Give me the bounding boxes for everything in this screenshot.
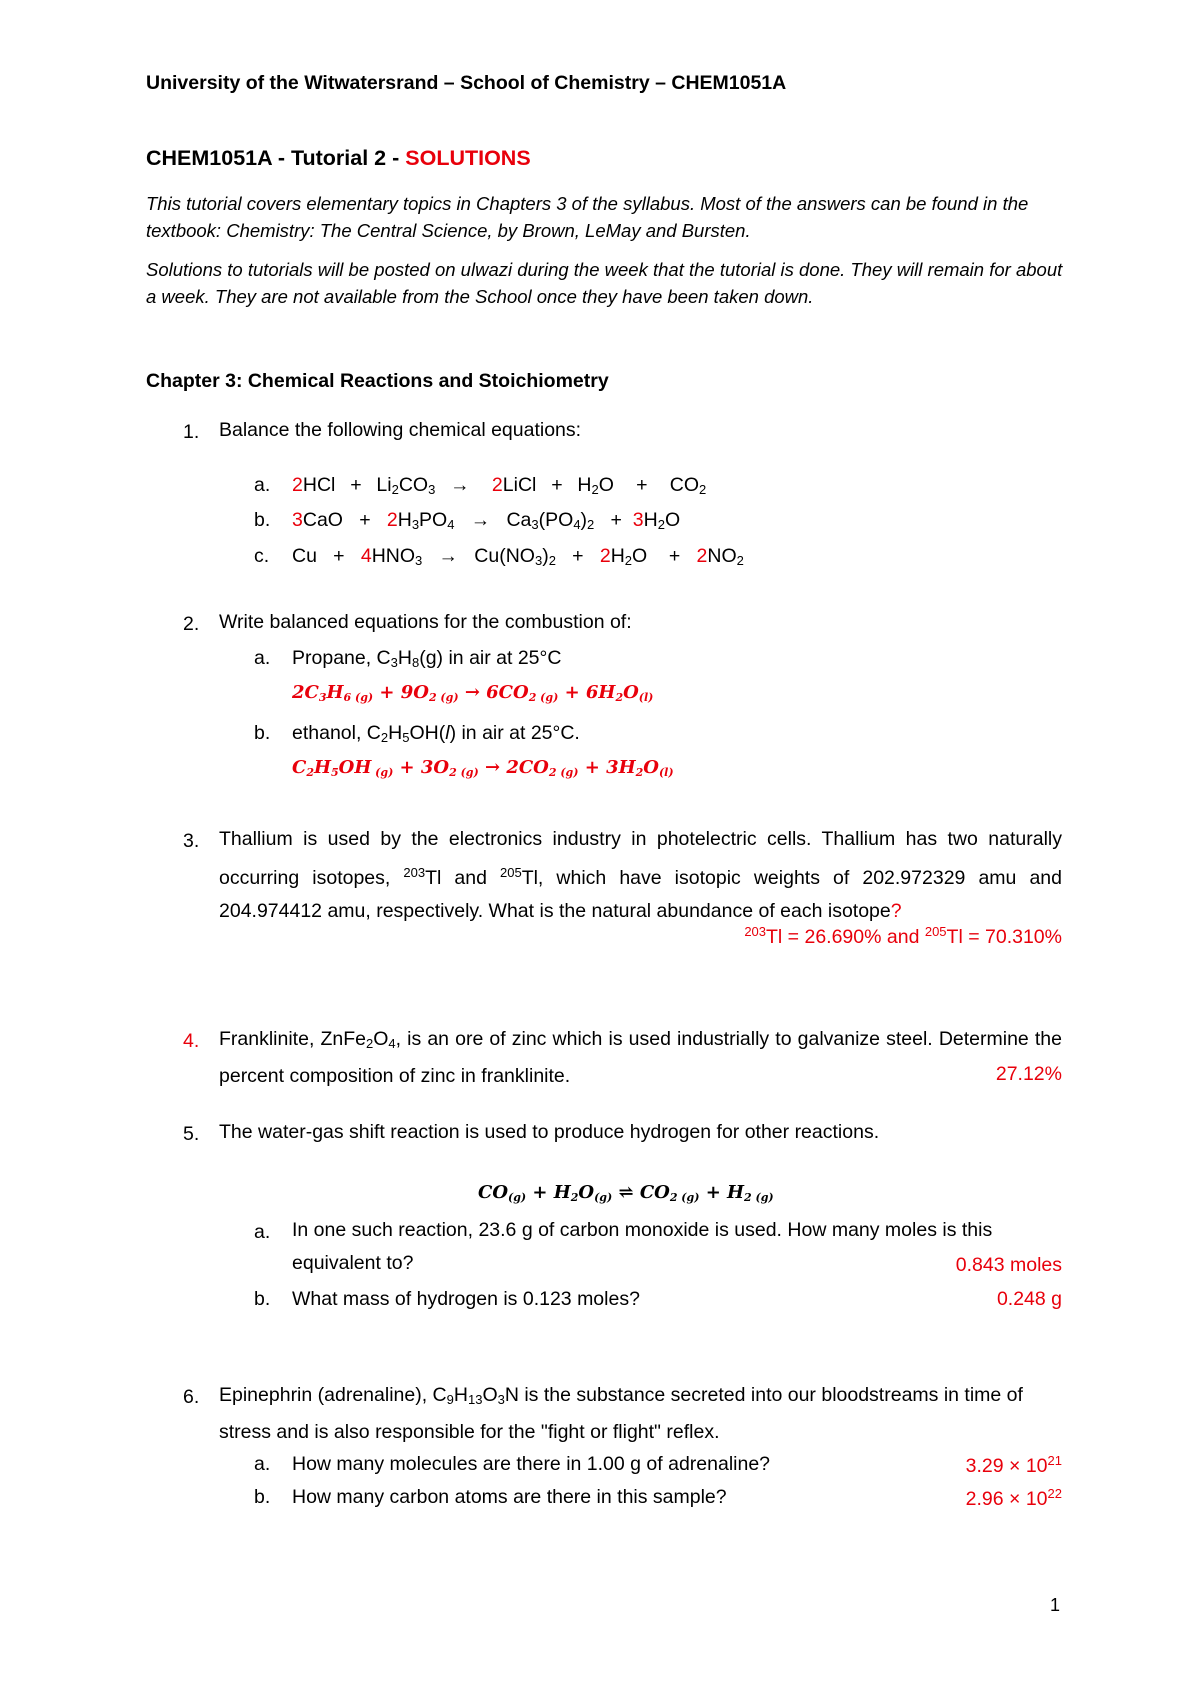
- question-4-text: Franklinite, $ZnFe_2O_4$, is an ore of zinc which is used industrially to galvanize steel. Determine the percent composition of zinc in franklinite.: [219, 1028, 1062, 1087]
- q6-b-text: How many carbon atoms are there in this sample?: [292, 1486, 727, 1508]
- page-number: 1: [1049, 1595, 1060, 1615]
- question-2-text: Write balanced equations for the combustion of:: [219, 611, 632, 633]
- q2-letter-a: a.: [254, 647, 271, 669]
- question-2-number: 2.: [183, 613, 200, 635]
- question-1-number: 1.: [183, 421, 200, 443]
- title-main: CHEM1051A - Tutorial 2 -: [146, 146, 406, 170]
- q1-letter-a: a.: [254, 474, 271, 496]
- q1-equation-c: $Cu + 4HNO_3 \to Cu(NO_3)_2 + 2H_2O$ + $2NO_2$: [292, 545, 744, 568]
- question-3-text: Thallium is used by the electronics industry in photelectric cells. Thallium has two naturally occurring isotopes, $^{203}$Tl and $^{205}$Tl, which have isotopic weights of 202.972329 amu and 204.974412 amu, respectively. What is the natural abundance of each isotope?: [219, 828, 1062, 922]
- q6-letter-b: b.: [254, 1486, 271, 1508]
- q2-a-equation: $2C_3H_{6 (g)} + 9O_{2 (g)} \to 6CO_{2 (g)} + 6H_2O_{(l)}$: [292, 682, 654, 704]
- q6-b-answer: $2.96 \times 10^{22}$: [965, 1486, 1062, 1510]
- q1-equation-a: $2HCl + Li_2CO_3$ → 2LiCl + $H_2O + CO_2$: [292, 474, 707, 497]
- question-5-number: 5.: [183, 1123, 200, 1145]
- q5-b-answer: 0.248 g: [996, 1288, 1062, 1310]
- intro-paragraph-1: This tutorial covers elementary topics in Chapters 3 of the syllabus. Most of the answers can be found in the textbook: Chemistry: The Central Science, by Brown, LeMay and Bursten.: [146, 193, 1029, 241]
- q5-b-text: What mass of hydrogen is 0.123 moles?: [292, 1288, 640, 1310]
- question-4-answer: 27.12%: [995, 1063, 1062, 1085]
- page-title: [146, 146, 531, 171]
- q5-a-text: In one such reaction, 23.6 g of carbon monoxide is used. How many moles is this equivalent to?: [292, 1219, 993, 1274]
- question-3-answer: $^{203}$Tl = 26.690% and $^{205}$Tl = 70.310%: [744, 924, 1062, 948]
- question-6-number: 6.: [183, 1386, 200, 1408]
- q6-letter-a: a.: [254, 1453, 271, 1475]
- title-highlight: SOLUTIONS: [405, 146, 531, 170]
- q6-a-text: How many molecules are there in 1.00 g of adrenaline?: [292, 1453, 771, 1475]
- question-1-text: Balance the following chemical equations:: [219, 419, 582, 441]
- q1-equation-b: $3CaO + 2H_3PO_4 \to Ca_3(PO_4)_2 + 3H_2O$: [292, 509, 681, 532]
- intro-paragraph-2: Solutions to tutorials will be posted on ulwazi during the week that the tutorial is done. They will remain for about a week. They are not available from the School once they have been taken down.: [146, 259, 1063, 307]
- question-4-number: 4.: [183, 1030, 200, 1052]
- question-3-number: 3.: [183, 830, 200, 852]
- chapter-heading: Chapter 3: Chemical Reactions and Stoichiometry: [146, 370, 609, 392]
- q2-b-text: ethanol, $C_2H_5OH(l)$ in air at 25°C.: [292, 722, 580, 745]
- q2-b-equation: $C_2H_5OH$ $_{(g)} + 3O_{2 (g)} \to 2CO_{2 (g)} + 3H_2O_{(l)}$: [292, 757, 674, 779]
- q1-letter-b: b.: [254, 509, 271, 531]
- q5-letter-a: a.: [254, 1221, 271, 1243]
- q2-letter-b: b.: [254, 722, 271, 744]
- q1-letter-c: c.: [254, 545, 270, 567]
- question-6-text: Epinephrin (adrenaline), $C_9H_{13}O_3N$ is the substance secreted into our bloodstreams in time of stress and is also responsible for the "fight or flight" reflex.: [219, 1384, 1023, 1443]
- water-gas-shift-equation: $CO_{(g)} + H_2O_{(g)}$ ⇌ $CO_{2 (g)} + H_{2 (g)}$: [478, 1182, 774, 1204]
- q6-a-answer: $3.29 \times 10^{21}$: [965, 1453, 1062, 1477]
- question-5-text: The water-gas shift reaction is used to produce hydrogen for other reactions.: [219, 1121, 880, 1143]
- q5-letter-b: b.: [254, 1288, 271, 1310]
- page-header: University of the Witwatersrand – School of Chemistry – CHEM1051A: [146, 72, 787, 94]
- q2-a-text: Propane, $C_3H_8(g)$ in air at 25°C: [292, 647, 562, 670]
- q5-a-answer: 0.843 moles: [955, 1254, 1062, 1276]
